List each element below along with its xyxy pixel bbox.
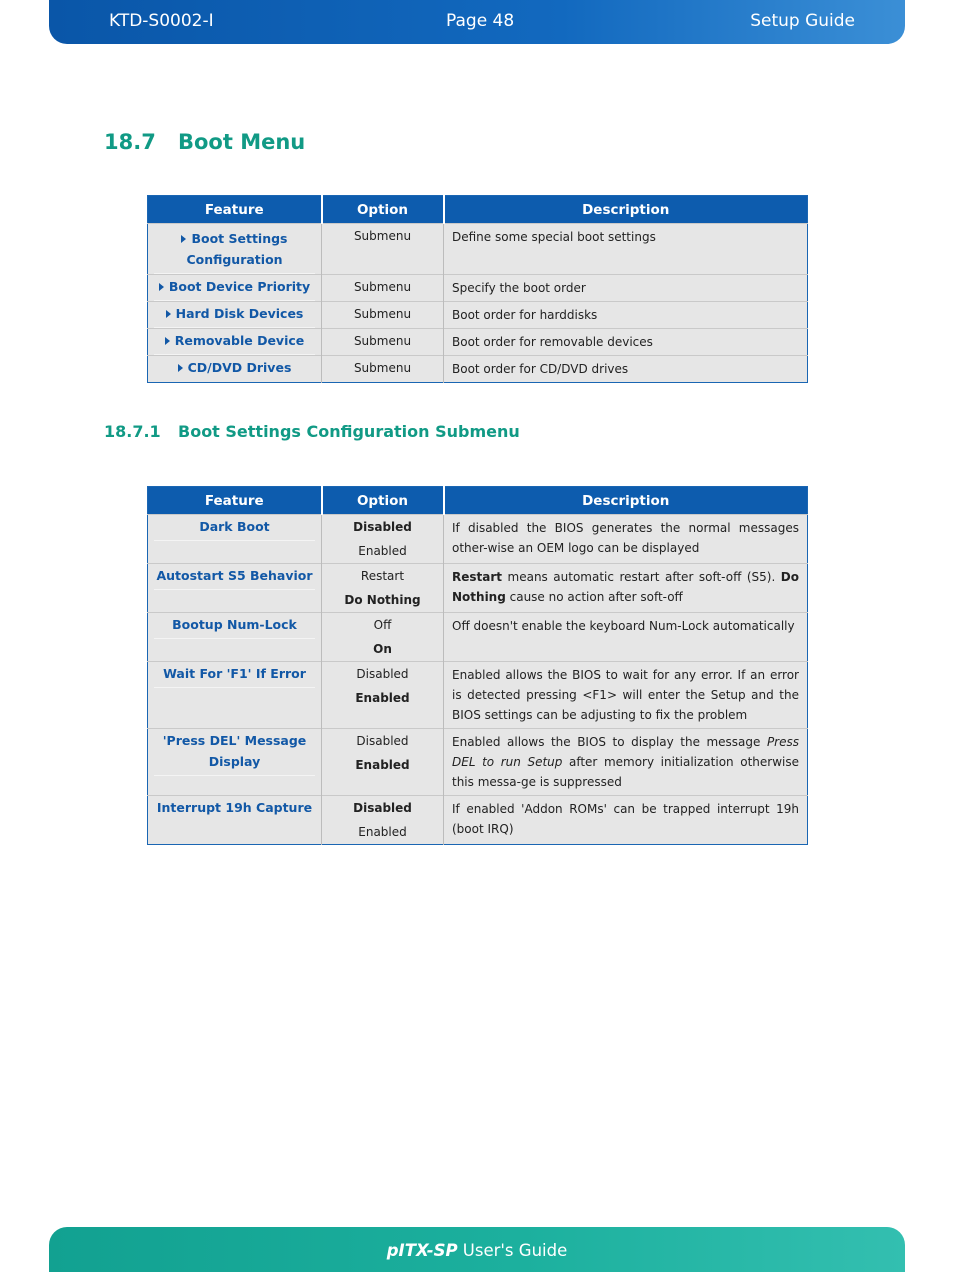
option-value[interactable]: Enabled: [358, 544, 407, 558]
description-cell: Enabled allows the BIOS to wait for any error. If an error is detected pressing <F1> will enter the Setup and the BIOS settings can be adjusting to fix the problem: [444, 662, 808, 729]
header-option: Option: [322, 487, 444, 515]
header-feature: Feature: [148, 196, 322, 224]
table-row: [148, 613, 808, 662]
option-value[interactable]: Enabled: [355, 758, 410, 772]
submenu-arrow-icon: [159, 283, 164, 291]
option-cell: [322, 796, 444, 845]
table-row: [148, 662, 808, 729]
section-number: 18.7: [104, 130, 156, 154]
option-value[interactable]: Disabled: [353, 801, 412, 815]
table-header-row: [148, 196, 808, 224]
footer-suffix: User's Guide: [457, 1241, 568, 1260]
table-row: [148, 356, 808, 383]
description-cell: Define some special boot settings: [444, 224, 808, 275]
feature-cell[interactable]: Removable Device: [148, 329, 322, 356]
option-cell: Submenu: [322, 275, 444, 302]
feature-cell[interactable]: 'Press DEL' Message Display: [148, 729, 322, 796]
feature-cell[interactable]: Wait For 'F1' If Error: [148, 662, 322, 729]
option-value[interactable]: Do Nothing: [344, 593, 421, 607]
subsection-title: Boot Settings Configuration Submenu: [178, 422, 520, 441]
description-cell: Boot order for harddisks: [444, 302, 808, 329]
option-value[interactable]: Off: [373, 618, 392, 632]
feature-cell[interactable]: Interrupt 19h Capture: [148, 796, 322, 845]
table-header-row: [148, 487, 808, 515]
option-cell: [322, 662, 444, 729]
feature-cell[interactable]: Hard Disk Devices: [148, 302, 322, 329]
header-description: Description: [444, 196, 808, 224]
doc-id: KTD-S0002-I: [109, 11, 214, 31]
feature-cell[interactable]: Autostart S5 Behavior: [148, 564, 322, 613]
feature-cell[interactable]: Dark Boot: [148, 515, 322, 564]
product-name: pITX-SP: [386, 1241, 458, 1260]
feature-cell[interactable]: Boot Device Priority: [148, 275, 322, 302]
option-value[interactable]: Disabled: [356, 667, 409, 681]
table-row: [148, 302, 808, 329]
description-cell: Boot order for removable devices: [444, 329, 808, 356]
page-header: [49, 0, 905, 44]
description-cell: Boot order for CD/DVD drives: [444, 356, 808, 383]
table-row: [148, 329, 808, 356]
description-cell: Off doesn't enable the keyboard Num-Lock automatically: [444, 613, 808, 662]
section-title: Boot Menu: [178, 130, 306, 154]
option-cell: [322, 613, 444, 662]
option-cell: [322, 564, 444, 613]
boot-menu-table: [147, 195, 808, 383]
option-cell: Submenu: [322, 224, 444, 275]
option-cell: Submenu: [322, 329, 444, 356]
option-value[interactable]: Disabled: [356, 734, 409, 748]
table-row: [148, 275, 808, 302]
option-value[interactable]: Restart: [360, 569, 405, 583]
description-cell: Enabled allows the BIOS to display the message Press DEL to run Setup after memory initialization otherwise this messa-ge is suppressed: [444, 729, 808, 796]
table-row: [148, 224, 808, 275]
option-value[interactable]: Enabled: [355, 691, 410, 705]
description-cell: If enabled 'Addon ROMs' can be trapped interrupt 19h (boot IRQ): [444, 796, 808, 845]
option-value[interactable]: On: [373, 642, 392, 656]
boot-settings-table: [147, 486, 808, 845]
submenu-arrow-icon: [178, 364, 183, 372]
page-footer: [49, 1227, 905, 1272]
table-row: [148, 796, 808, 845]
feature-cell[interactable]: Bootup Num-Lock: [148, 613, 322, 662]
option-value[interactable]: Enabled: [358, 825, 407, 839]
table-row: [148, 515, 808, 564]
option-cell: Submenu: [322, 356, 444, 383]
description-cell: Restart means automatic restart after soft-off (S5). Do Nothing cause no action after soft-off: [444, 564, 808, 613]
section-name: Setup Guide: [750, 11, 855, 31]
subsection-number: 18.7.1: [104, 422, 161, 441]
submenu-arrow-icon: [166, 310, 171, 318]
feature-cell[interactable]: CD/DVD Drives: [148, 356, 322, 383]
submenu-arrow-icon: [165, 337, 170, 345]
option-cell: Submenu: [322, 302, 444, 329]
description-cell: Specify the boot order: [444, 275, 808, 302]
header-description: Description: [444, 487, 808, 515]
submenu-arrow-icon: [181, 235, 186, 243]
table-row: [148, 729, 808, 796]
subsection-heading: [104, 421, 520, 443]
feature-cell[interactable]: Boot Settings Configuration: [148, 224, 322, 275]
option-cell: [322, 729, 444, 796]
section-heading: [104, 128, 305, 156]
header-option: Option: [322, 196, 444, 224]
header-feature: Feature: [148, 487, 322, 515]
option-cell: [322, 515, 444, 564]
table-row: [148, 564, 808, 613]
description-cell: If disabled the BIOS generates the normal messages other-wise an OEM logo can be displayed: [444, 515, 808, 564]
option-value[interactable]: Disabled: [353, 520, 412, 534]
page-number: Page 48: [446, 11, 515, 31]
